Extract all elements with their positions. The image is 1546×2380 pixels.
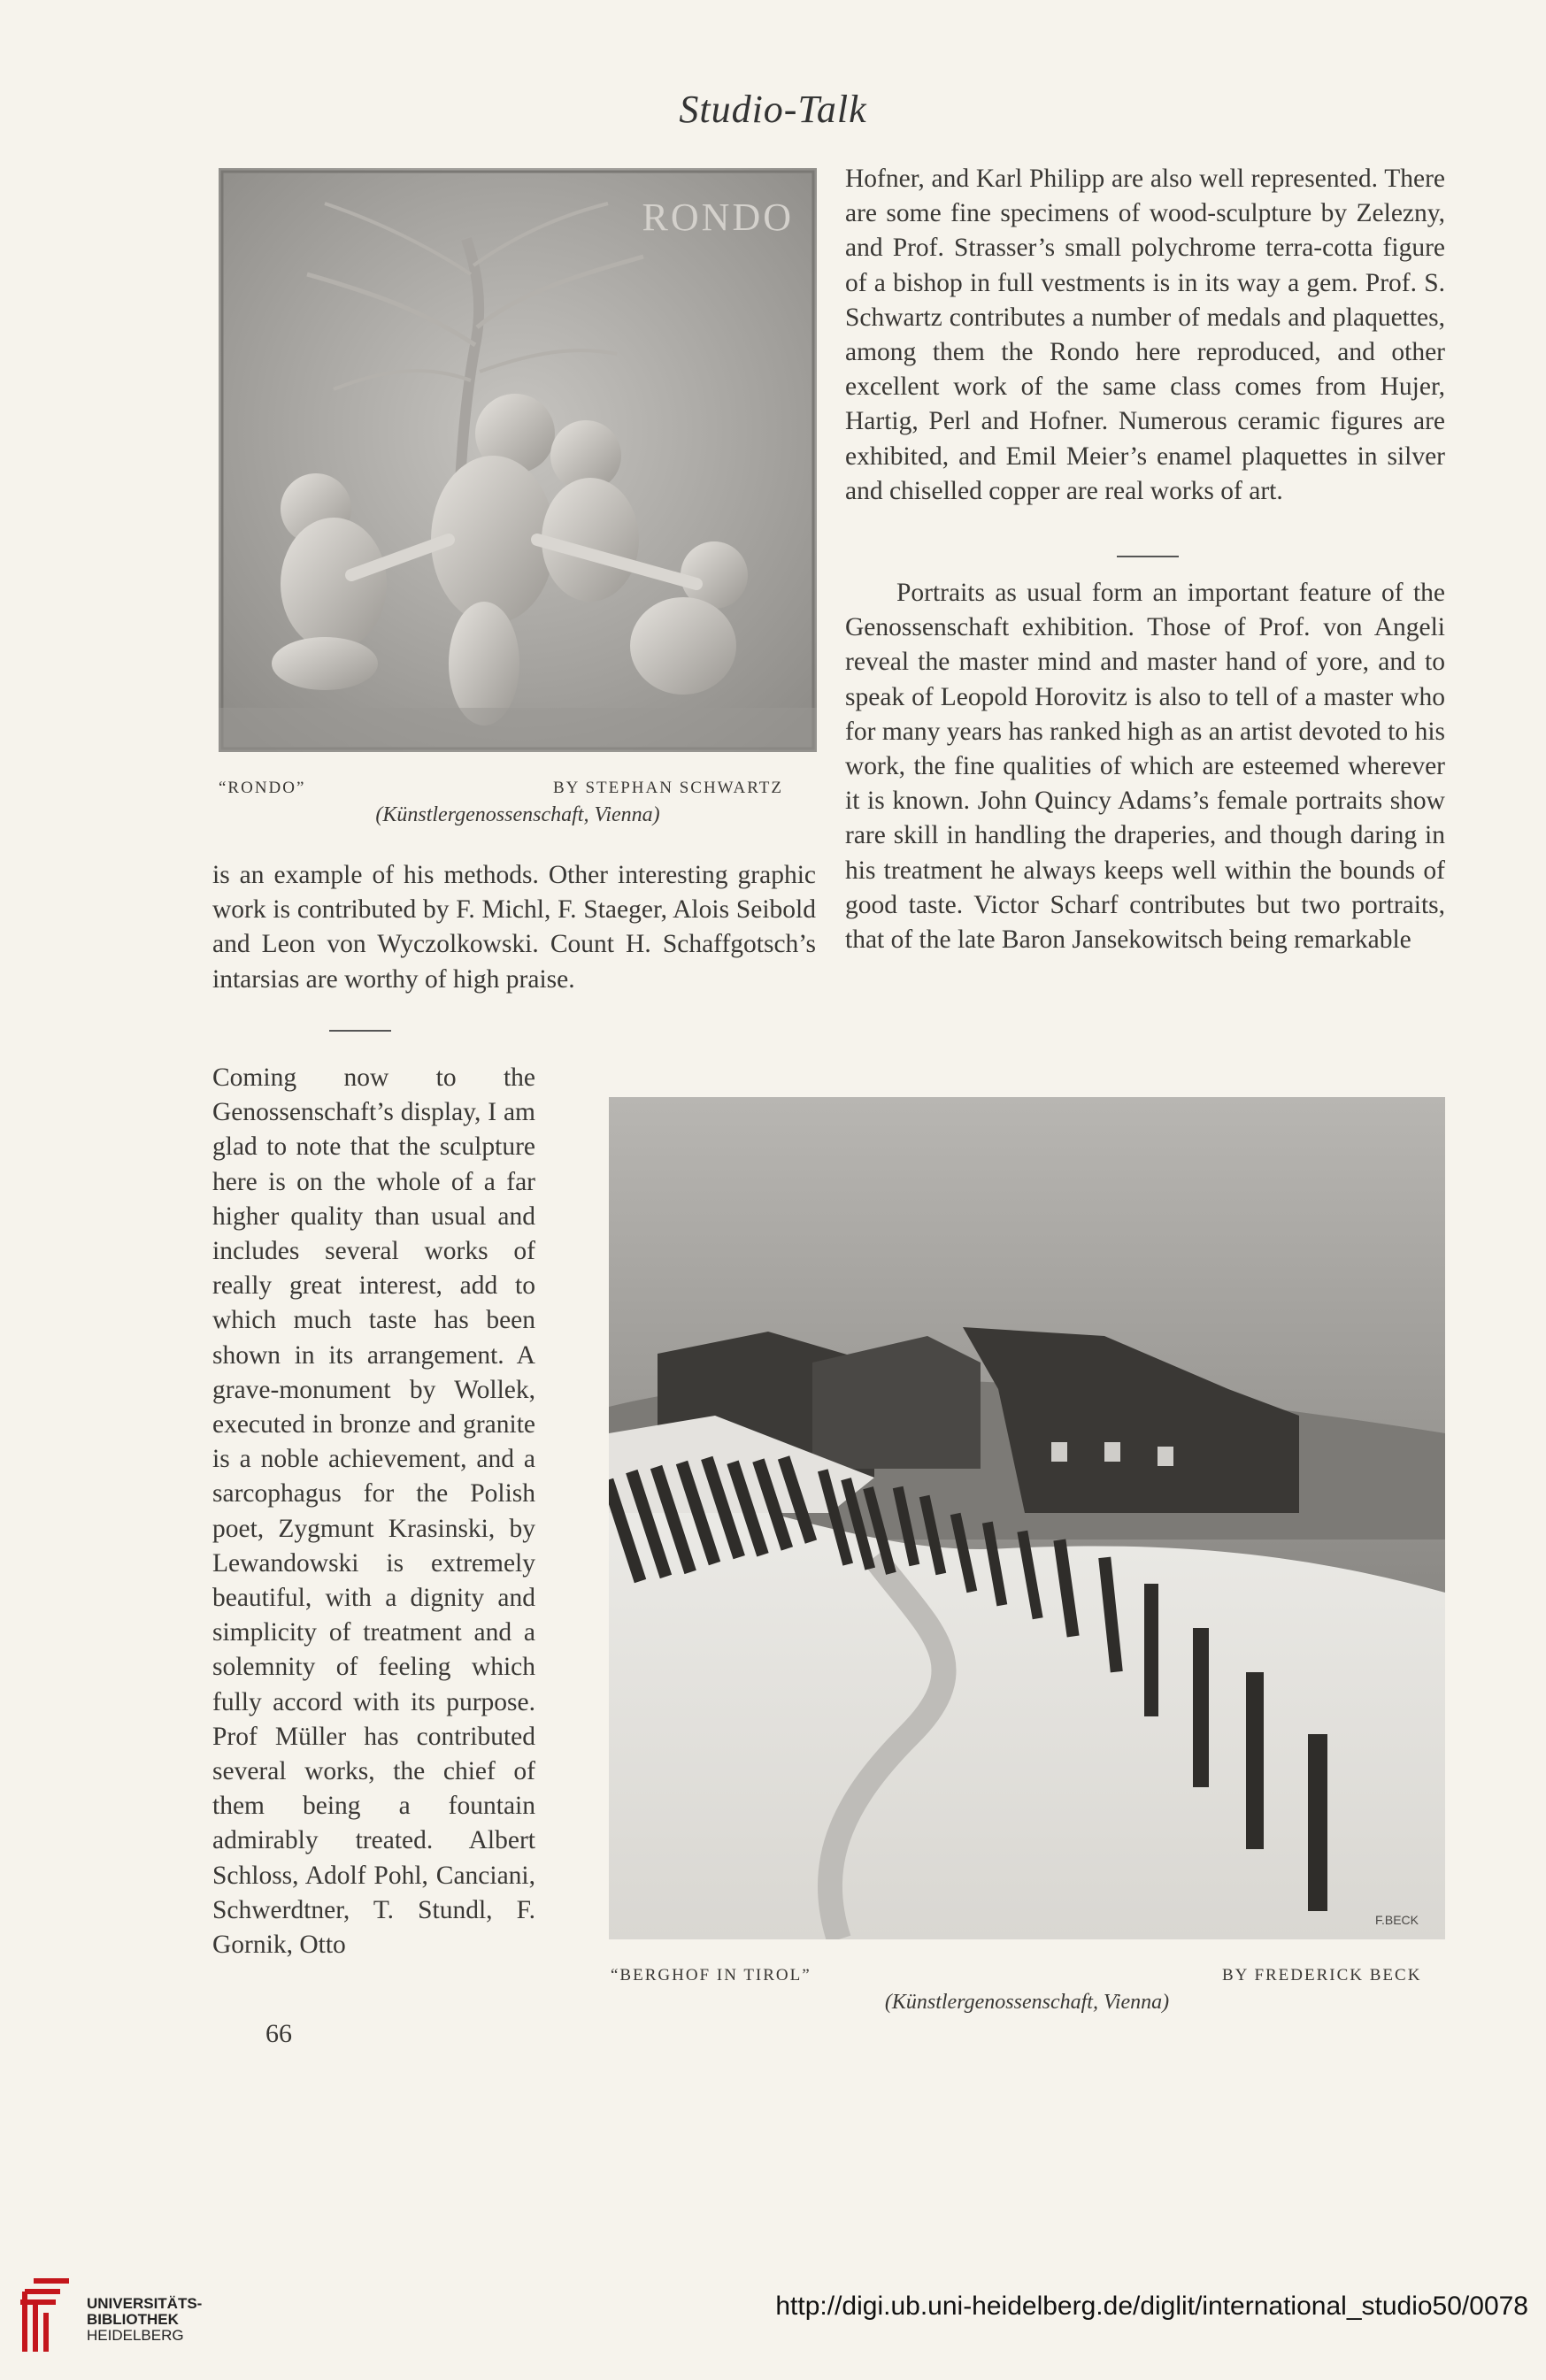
berghof-caption-title: “BERGHOF IN TIROL”: [611, 1966, 811, 1985]
rondo-caption-source: (Künstlergenossenschaft, Vienna): [375, 803, 660, 826]
rondo-caption-title: “RONDO”: [219, 779, 306, 797]
left-paragraph-graphic-work: is an example of his methods. Other interesting graphic work is contributed by F. Michl, F. Staeger, Alois Seibold and Leon von Wyczolkowski. Count H. Schaffgotsch’s intarsias are worthy of high praise.: [212, 861, 816, 994]
section-divider-left: [329, 1030, 391, 1032]
berghof-caption-artist: BY FREDERICK BECK: [1222, 1966, 1422, 1985]
library-name-line2: BIBLIOTHEK: [87, 2311, 179, 2328]
digitization-footer: [0, 2256, 1546, 2380]
library-name-line3: HEIDELBERG: [87, 2327, 184, 2344]
left-column-text-bottom: [212, 1061, 535, 1962]
berghof-caption-source: (Künstlergenossenschaft, Vienna): [884, 1991, 1170, 2014]
left-paragraph-sculpture: Coming now to the Genossenschaft’s display, I am glad to note that the sculpture here is on the whole of a far higher quality than usual and includes several works of really great interest, add to which much taste has been shown in its arrangement. A grave-monument by Wollek, executed in bronze and granite is a noble achievement, and a sarcophagus for the Polish poet, Zygmunt Krasinski, by Lewandowski is extremely beautiful, with a dignity and simplicity of treatment and a solemnity of feeling which fully accord with its purpose. Prof Müller has contributed several works, the chief of them being a fountain admirably treated. Albert Schloss, Adolf Pohl, Canciani, Schwerdtner, T. Stundl, F. Gornik, Otto: [212, 1063, 535, 1960]
right-column-text-top: [845, 162, 1445, 509]
right-paragraph-portraits: Portraits as usual form an important feature of the Genossenschaft exhibition. Those of Prof. von Angeli reveal the master mind and master hand of yore, and to speak of Leopold Horovitz is also to tell of a master who for many years has ranked high as an artist devoted to his work, the fine qualities of which are esteemed wherever it is known. John Quincy Adams’s female portraits show rare skill in handling the draperies, and though daring in his treatment he always keeps well within the bounds of good taste. Victor Scharf contributes but two portraits, that of the late Baron Jansekowitsch being remarkable: [845, 579, 1445, 955]
source-url-link[interactable]: http://digi.ub.uni-heidelberg.de/diglit/international_studio50/0078: [775, 2292, 1528, 2321]
library-name-line1: UNIVERSITÄTS-: [87, 2295, 203, 2312]
library-logo-icon: [16, 2272, 78, 2361]
page-header-title: Studio-Talk: [679, 88, 867, 131]
section-divider-right: [1117, 556, 1179, 557]
right-paragraph-sculpture: Hofner, and Karl Philipp are also well represented. There are some fine specimens of wood-sculpture by Zelezny, and Prof. Strasser’s small polychrome terra-cotta figure of a bishop in full vestments is in its way a gem. Prof. S. Schwartz contributes a number of medals and plaquettes, among them the Rondo here reproduced, and other excellent work of the same class comes from Hujer, Hartig, Perl and Hofner. Numerous ceramic figures are exhibited, and Emil Meier’s enamel plaquettes in silver and chiselled copper are real works of art.: [845, 165, 1445, 505]
relief-lettering: RONDO: [642, 196, 794, 239]
rondo-relief-illustration: [219, 168, 817, 752]
rondo-relief-image: [219, 168, 817, 752]
painting-signature: F.BECK: [1374, 1913, 1419, 1927]
page-number: 66: [265, 2019, 292, 2048]
berghof-painting-illustration: [609, 1097, 1445, 1939]
right-column-text-portraits: [845, 576, 1445, 957]
berghof-painting-image: [609, 1097, 1445, 1939]
rondo-caption-artist: BY STEPHAN SCHWARTZ: [553, 779, 783, 797]
left-column-text-middle: [212, 858, 816, 997]
